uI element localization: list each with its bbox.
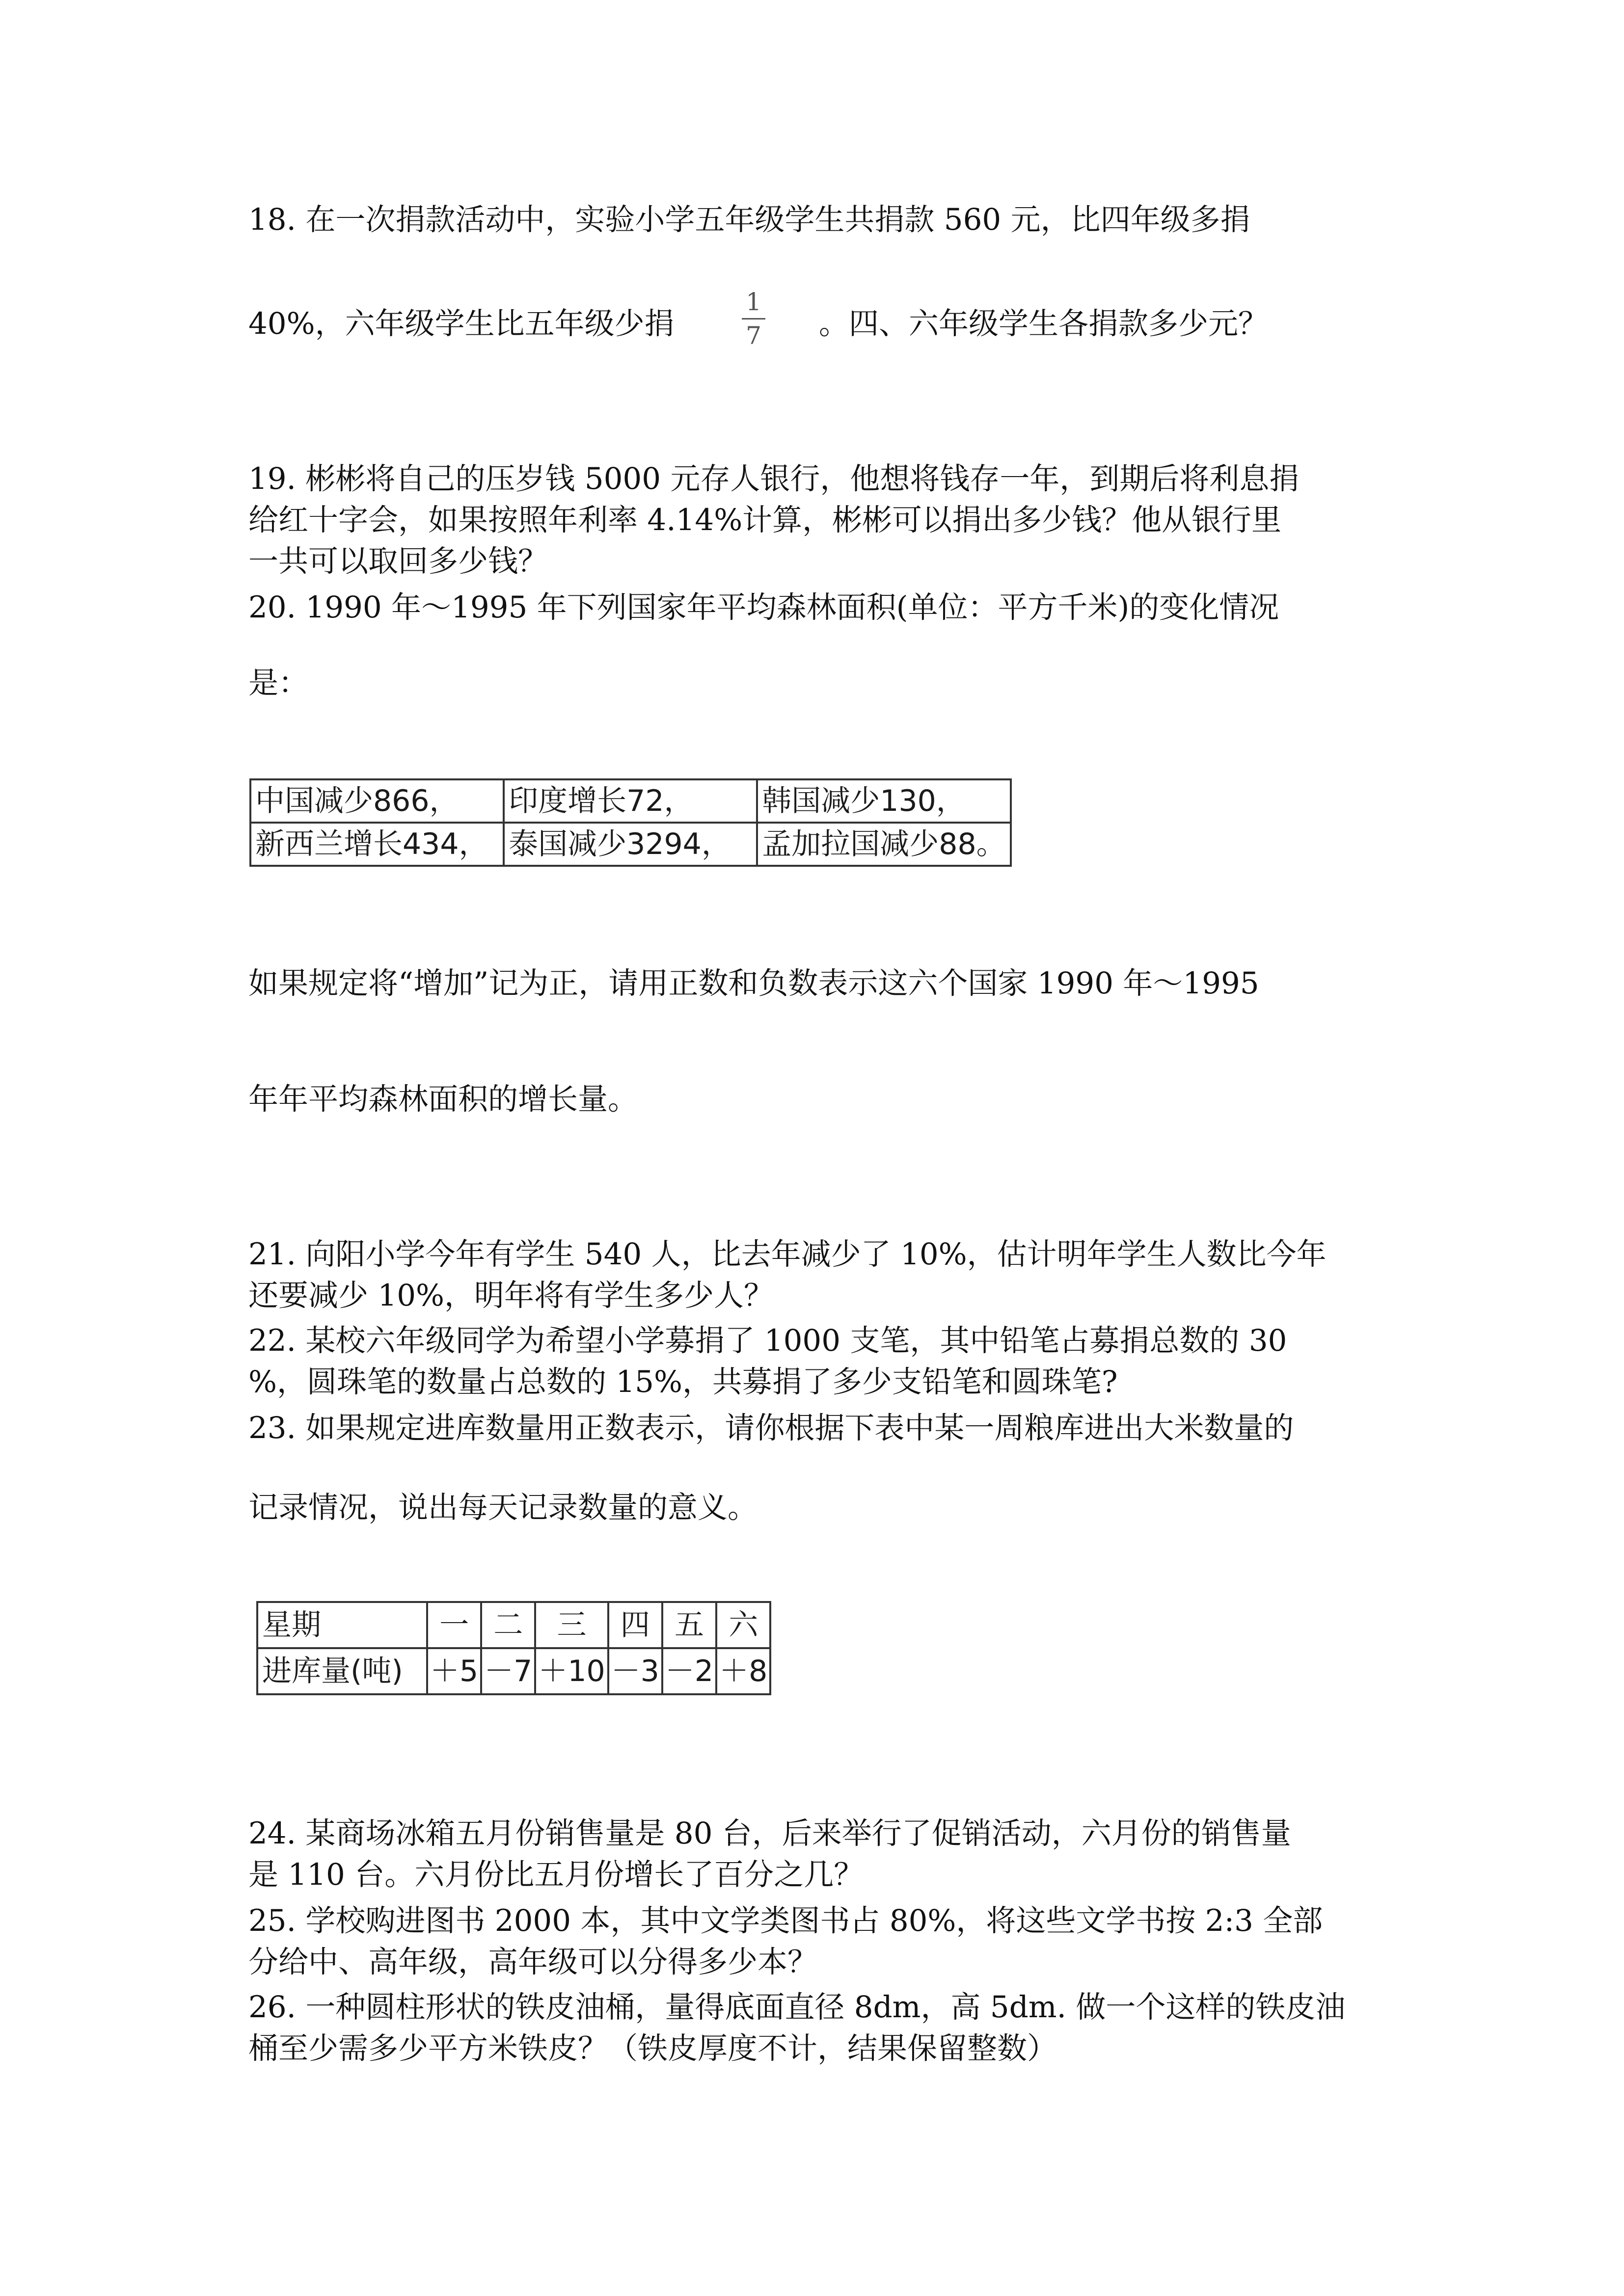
q20-line-2: 是： [248,666,309,700]
table-cell: ＋8 [716,1648,770,1694]
table-cell: －7 [481,1648,535,1694]
q22-line-1: 22. 某校六年级同学为希望小学募捐了 1000 支笔，其中铅笔占募捐总数的 30 [248,1323,1287,1358]
forest-change-table [249,778,1012,867]
q19-line-3: 一共可以取回多少钱？ [248,544,548,579]
q18-text-before-fraction: 40%，六年级学生比五年级少捐 [248,306,675,341]
table-row [257,1648,770,1694]
q20-line-1: 20. 1990 年～1995 年下列国家年平均森林面积(单位：平方千米)的变化情况 [248,590,1279,625]
q25-line-1: 25. 学校购进图书 2000 本，其中文学类图书占 80%，将这些文学书按 2:3 全部 [248,1903,1323,1938]
table-cell: 印度增长72， [504,779,757,823]
q24-line-1: 24. 某商场冰箱五月份销售量是 80 台，后来举行了促销活动，六月份的销售量 [248,1816,1291,1851]
q18-line-1: 18. 在一次捐款活动中，实验小学五年级学生共捐款 560 元，比四年级多捐 [248,202,1250,237]
table-cell: 韩国减少130， [757,779,1011,823]
table-row [250,823,1011,866]
q20-line-4: 年年平均森林面积的增长量。 [248,1082,638,1117]
q23-line-1: 23. 如果规定进库数量用正数表示，请你根据下表中某一周粮库进出大米数量的 [248,1411,1294,1445]
q18-text-after-fraction: 。四、六年级学生各捐款多少元？ [819,306,1269,341]
fraction-bar [742,318,765,320]
table-header-cell: 六 [716,1602,770,1648]
table-cell: ＋10 [535,1648,608,1694]
table-header-cell: 三 [535,1602,608,1648]
q21-line-2: 还要减少 10%，明年将有学生多少人？ [248,1278,774,1313]
table-header-cell: 四 [608,1602,662,1648]
q26-line-2: 桶至少需多少平方米铁皮？（铁皮厚度不计，结果保留整数） [248,2031,1057,2066]
q18-line-2 [248,303,675,345]
q18-fraction [739,290,768,348]
table-cell: －3 [608,1648,662,1694]
q19-line-1: 19. 彬彬将自己的压岁钱 5000 元存人银行，他想将钱存一年，到期后将利息捐 [248,461,1299,496]
table-row [250,779,1011,823]
q21-line-1: 21. 向阳小学今年有学生 540 人，比去年减少了 10%，估计明年学生人数比今年 [248,1237,1326,1272]
table-cell: 泰国减少3294， [504,823,757,866]
table-cell: ＋5 [427,1648,481,1694]
q24-line-2: 是 110 台。六月份比五月份增长了百分之几？ [248,1857,864,1892]
table-header-cell: 五 [662,1602,716,1648]
table-header-cell: 一 [427,1602,481,1648]
q19-line-2: 给红十字会，如果按照年利率 4.14%计算，彬彬可以捐出多少钱？他从银行里 [248,503,1282,537]
rice-inventory-table [256,1601,771,1695]
table-cell: 中国减少866， [250,779,504,823]
table-cell: 新西兰增长434， [250,823,504,866]
q26-line-1: 26. 一种圆柱形状的铁皮油桶，量得底面直径 8dm，高 5dm. 做一个这样的铁皮油 [248,1990,1346,2025]
table-header-cell: 星期 [257,1602,427,1648]
table-row [257,1602,770,1648]
table-header-cell: 二 [481,1602,535,1648]
q23-line-2: 记录情况，说出每天记录数量的意义。 [248,1490,758,1525]
fraction-numerator: 1 [746,288,761,316]
fraction-denominator: 7 [746,321,761,350]
q25-line-2: 分给中、高年级，高年级可以分得多少本？ [248,1945,818,1979]
table-row-label: 进库量(吨) [257,1648,427,1694]
q20-line-3: 如果规定将“增加”记为正，请用正数和负数表示这六个国家 1990 年～1995 [248,966,1259,1001]
table-cell: －2 [662,1648,716,1694]
q22-line-2: %，圆珠笔的数量占总数的 15%，共募捐了多少支铅笔和圆珠笔? [248,1364,1118,1399]
table-cell: 孟加拉国减少88。 [757,823,1011,866]
